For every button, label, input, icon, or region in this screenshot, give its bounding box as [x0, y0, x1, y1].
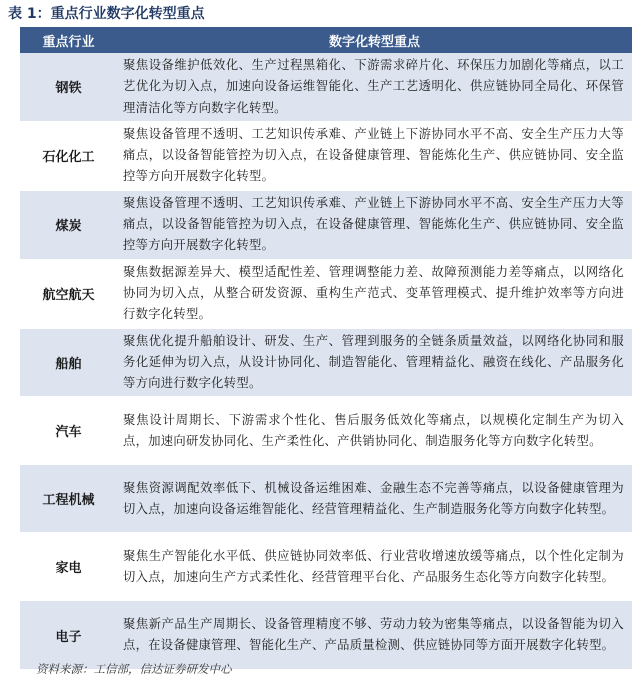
industry-table	[20, 27, 632, 669]
table-row	[20, 121, 632, 190]
focus-cell: 聚焦新产品生产周期长、设备管理精度不够、劳动力较为密集等痛点，以设备智能为切入点，在设备健康管理、智能化生产、产品质量检测、供应链协同等方面开展数字化转型。	[117, 601, 632, 669]
industry-cell: 石化化工	[20, 121, 117, 190]
focus-cell: 聚焦资源调配效率低下、机械设备运维困难、金融生态不完善等痛点，以设备健康管理为切入点，加速向设备运维智能化、经营管理精益化、生产制造服务化等方向数字化转型。	[117, 465, 632, 533]
industry-cell: 家电	[20, 533, 117, 601]
focus-cell: 聚焦设计周期长、下游需求个性化、售后服务低效化等痛点，以规模化定制生产为切入点，加速向研发协同化、生产柔性化、产供销协同化、制造服务化等方向数字化转型。	[117, 397, 632, 465]
industry-cell: 航空航天	[20, 259, 117, 328]
focus-cell: 聚焦设备维护低效化、生产过程黑箱化、下游需求碎片化、环保压力加剧化等痛点，以工艺优化为切入点，加速向设备运维智能化、生产工艺透明化、供应链协同全局化、环保管理清洁化等方向数字化转型。	[117, 53, 632, 121]
table-header-row	[20, 27, 632, 53]
industry-cell: 煤炭	[20, 190, 117, 259]
focus-cell: 聚焦设备管理不透明、工艺知识传承难、产业链上下游协同水平不高、安全生产压力大等痛点，以设备智能管控为切入点，在设备健康管理、智能炼化生产、供应链协同、安全监控等方向开展数字化转型。	[117, 190, 632, 259]
focus-cell: 聚焦生产智能化水平低、供应链协同效率低、行业营收增速放缓等痛点，以个性化定制为切入点，加速向生产方式柔性化、经营管理平台化、产品服务生态化等方向数字化转型。	[117, 533, 632, 601]
header-focus: 数字化转型重点	[328, 34, 420, 50]
table-row	[20, 601, 632, 669]
industry-cell: 船舶	[20, 328, 117, 397]
table-title: 表 1：重点行业数字化转型重点	[8, 6, 205, 22]
focus-cell: 聚焦设备管理不透明、工艺知识传承难、产业链上下游协同水平不高、安全生产压力大等痛点，以设备智能管控为切入点，在设备健康管理、智能炼化生产、供应链协同、安全监控等方向开展数字化转型。	[117, 121, 632, 190]
industry-cell: 工程机械	[20, 465, 117, 533]
focus-cell: 聚焦优化提升船舶设计、研发、生产、管理到服务的全链条质量效益，以网络化协同和服务化延伸为切入点，从设计协同化、制造智能化、管理精益化、融资在线化、产品服务化等方向进行数字化转型。	[117, 328, 632, 397]
table-row	[20, 53, 632, 121]
header-industry: 重点行业	[42, 34, 95, 50]
table-row	[20, 533, 632, 601]
table-row	[20, 397, 632, 465]
industry-cell: 电子	[20, 601, 117, 669]
focus-cell: 聚焦数据源差异大、模型适配性差、管理调整能力差、故障预测能力差等痛点，以网络化协同为切入点，从整合研发资源、重构生产范式、变革管理模式、提升维护效率等方向进行数字化转型。	[117, 259, 632, 328]
industry-cell: 汽车	[20, 397, 117, 465]
table-row	[20, 328, 632, 397]
table-row	[20, 259, 632, 328]
source-note: 资料来源：工信部，信达证券研发中心	[36, 662, 232, 676]
industry-cell: 钢铁	[20, 53, 117, 121]
table-row	[20, 190, 632, 259]
table-row	[20, 465, 632, 533]
